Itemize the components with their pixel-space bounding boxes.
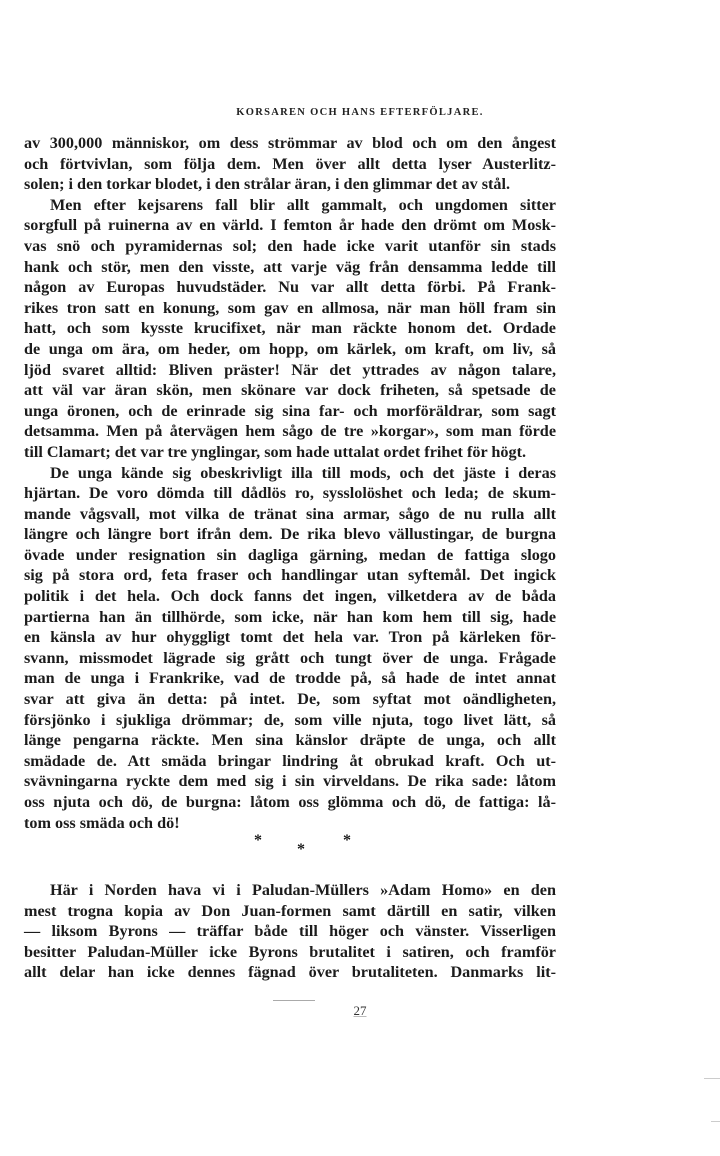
text-line: svävningarna ryckte dem med sig i sin virveldans. De rika sade: låtom — [24, 772, 556, 791]
section-separator — [0, 832, 720, 862]
text-line: — liksom Byrons — träffar både till höger och vänster. Visserligen — [24, 922, 556, 941]
body-paragraphs-2 — [24, 880, 556, 983]
text-line: ljöd svaret alltid: Bliven präster! När det yttrades av någon talare, — [24, 360, 556, 379]
text-line: detsamma. Men på återvägen hem sågo de tre »korgar», som man förde — [24, 422, 556, 441]
asterisk: * — [297, 841, 305, 858]
text-line: solen; i den torkar blodet, i den strålar äran, i den glimmar det av stål. — [24, 175, 511, 194]
text-line: smädade de. Att smäda bringar lindring åt obrukad kraft. Och ut- — [24, 751, 556, 770]
footer-rule — [273, 1000, 315, 1001]
text-line: någon av Europas huvudstäder. Nu var allt detta förbi. På Frank- — [24, 278, 556, 297]
page-number: 27 — [353, 1003, 367, 1018]
text-line: en känsla av hur ohyggligt tomt det hela var. Tron på kärleken för- — [24, 628, 556, 647]
text-line: rikes tron satt en konung, som gav en allmosa, när man höll fram sin — [24, 298, 556, 317]
text-line: man de unga i Frankrike, vad de trodde på, så hade de intet annat — [24, 669, 556, 688]
text-line: partierna han än tillhörde, som icke, när han kom hem till sig, hade — [24, 607, 556, 626]
text-line: svar att giva än detta: på intet. De, som syftat mot oändligheten, — [24, 690, 556, 709]
text-line: Men efter kejsarens fall blir allt gammalt, och ungdomen sitter — [50, 195, 556, 214]
text-line: sig på stora ord, feta fraser och handlingar utan syftemål. Det ingick — [24, 566, 556, 585]
text-line: av 300,000 människor, om dess strömmar av blod och om den ångest — [24, 134, 556, 152]
asterisk: * — [343, 832, 351, 849]
text-line: övade under resignation sin dagliga gärning, medan de fattiga slogo — [24, 545, 556, 564]
scan-edge-mark — [711, 1121, 720, 1122]
text-line: svann, missmodet lägrade sig grått och tungt över de unga. Frågade — [24, 648, 556, 667]
text-line: tom oss smäda och dö! — [24, 813, 180, 832]
text-line: och förtvivlan, som följa dem. Men över allt detta lyser Austerlitz- — [24, 154, 556, 173]
text-line: unga öronen, och de erinrade sig sina far- och morföräldrar, som sagt — [24, 401, 556, 420]
text-line: Här i Norden hava vi i Paludan-Müllers »Adam Homo» en den — [50, 881, 556, 899]
text-line: hank och stör, men den visste, att varje väg från densamma ledde till — [24, 257, 556, 276]
text-line: sorgfull på ruinerna av en värld. I femton år hade den drömt om Mosk- — [24, 216, 556, 235]
text-line: hjärtan. De voro dömda till dådlös ro, sysslolöshet och leda; de skum- — [24, 484, 556, 503]
text-line: till Clamart; det var tre ynglingar, som hade uttalat ordet frihet för högt. — [24, 442, 527, 461]
text-line: hatt, och som kysste krucifixet, när man räckte honom det. Ordade — [24, 319, 556, 338]
running-head: KORSAREN OCH HANS EFTERFÖLJARE. — [236, 107, 484, 118]
text-line: besitter Paludan-Müller icke Byrons brutalitet i satiren, och framför — [24, 942, 556, 961]
text-line: mande vågsvall, mot vilka de tränat sina armar, sågo de nu rulla allt — [24, 504, 556, 523]
asterisk: * — [254, 832, 262, 849]
text-line: mest trogna kopia av Don Juan-formen samt därtill en satir, vilken — [24, 901, 556, 920]
text-line: vas snö och pyramidernas sol; den hade icke varit utanför sin stads — [24, 236, 556, 255]
text-line: allt delar han icke dennes fägnad över brutaliteten. Danmarks lit- — [24, 963, 556, 982]
scan-edge-mark — [704, 1078, 720, 1079]
text-line: De unga kände sig obeskrivligt illa till mods, och det jäste i deras — [50, 463, 556, 482]
body-paragraphs-1 — [24, 133, 556, 833]
text-line: länge pengarna räckte. Men sina känslor dräpte de unga, och allt — [24, 731, 556, 750]
text-line: politik i det hela. Och dock fanns det ingen, vilketdera av de båda — [24, 587, 556, 606]
text-line: oss njuta och dö, de burgna: låtom oss glömma och dö, de fattiga: lå- — [24, 793, 556, 811]
text-line: längre och längre bort ifrån dem. De rika blevo vällustingar, de burgna — [24, 525, 556, 544]
text-line: att väl var äran skön, men skönare var dock friheten, så spetsade de — [24, 381, 556, 400]
text-line: försjönko i sjukliga drömmar; de, som ville njuta, togo livet lätt, så — [24, 710, 556, 729]
text-line: de unga om ära, om heder, om hopp, om kärlek, om kraft, om liv, så — [24, 339, 556, 358]
